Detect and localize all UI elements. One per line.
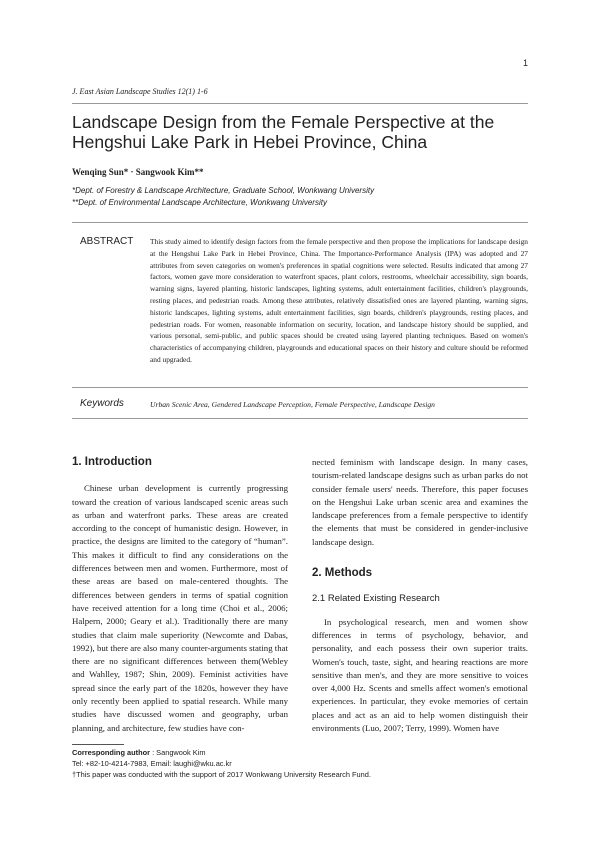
keywords-text: Urban Scenic Area, Gendered Landscape Perception, Female Perspective, Landscape Design: [150, 400, 435, 409]
introduction-continued: nected feminism with landscape design. In many cases, tourism-related landscape designs such as urban parks do not consider female users' needs. Therefore, this paper focuses on the Hengshui Lake urban scenic area and examines the landscape preferences from a female perspective to identify the elements that must be considered in gender-inclusive landscape design.: [312, 457, 528, 547]
left-column: [72, 456, 288, 735]
header-rule: [72, 103, 528, 104]
corresponding-author: [72, 748, 205, 757]
introduction-paragraph: Chinese urban development is currently progressing toward the creation of various landscaped scenic areas such as urban and waterfront parks. These areas are created according to the concept of humanistic design. However, in practice, the designs are limited to the category of “human”. This makes it difficult to find any considerations on the differences between men and women. Furthermore, most of these areas are based on male-centered thoughts. The differences between genders in terms of spatial cognition have received attention for a long time (Choi et al., 2006; Halpern, 2000; Geary et al.). Traditionally there are many studies that claim male superiority (Newcomte and Dabas, 1992), but there are also many counter-arguments stating that there are no significant differences between them(Webley and Wahlley, 1987; Shin, 2009). Feminist activities have spread since the early part of the 1820s, however they have only recently been applied to spatial research. While many studies have discussed women and geography, urban planning, and architecture, few studies have con-: [72, 483, 288, 733]
page-number: 1: [522, 58, 528, 68]
affiliation-1: *Dept. of Forestry & Landscape Architecture, Graduate School, Wonkwang University: [72, 186, 375, 195]
paper-title: Landscape Design from the Female Perspective at the Hengshui Lake Park in Hebei Province, China: [72, 112, 495, 152]
abstract-label: ABSTRACT: [80, 236, 134, 247]
corresponding-label: Corresponding author: [72, 748, 151, 757]
funding-note: †This paper was conducted with the support of 2017 Wonkwang University Research Fund.: [72, 770, 371, 779]
right-column: [312, 456, 528, 735]
keywords-bottom-rule: [72, 418, 528, 419]
abstract-top-rule: [72, 222, 528, 223]
section-heading-methods: 2. Methods: [312, 567, 373, 580]
journal-citation: J. East Asian Landscape Studies 12(1) 1-6: [72, 87, 208, 96]
authors: Wenqing Sun* · Sangwook Kim**: [72, 167, 204, 177]
contact-info: Tel: +82-10-4214-7983, Email: laughi@wku.ac.kr: [72, 759, 232, 768]
abstract-text: This study aimed to identify design factors from the female perspective and then propose the implications for landscape design at the Hengshui Lake Park in Hebei Province, China. The Importance-Performance Analysis (IPA) was adopted and 27 attributes from seven categories on women's preferences in spatial cognitions were selected. Results indicated that among 27 factors, women gave more consideration to waterfront spaces, plant colors, restrooms, wheelchair accessibility, sign boards, warning signs, layered planting, historic landscapes, lighting systems, adult entertainment facilities, children's playgrounds, resting places, and pedestrian roads. Among these attributes, relatively dissatisfied ones are layered planting, warning signs, historic landscapes, lighting systems, adult entertainment facilities, sign boards, children's playgrounds, resting places, and pedestrian roads. For women, reasonable information on security, location, and landscape history should be supplied, and various personal, semi-public, and public spaces should be created using layered planting techniques. Based on women's characteristics of accompanying children, playgrounds and educational spaces on their history and culture should be reformed and upgraded.: [150, 237, 528, 364]
footnote-rule: [72, 744, 124, 745]
section-heading-introduction: 1. Introduction: [72, 456, 152, 468]
keywords-top-rule: [72, 387, 528, 388]
corresponding-name: : Sangwook Kim: [150, 748, 206, 757]
methods-paragraph: In psychological research, men and women show differences in terms of psychology, behavior, and personality, and each possess their own superior traits. Women's touch, taste, sight, and hearing reactions are more sensitive than men's, and they are more sensitive to voices over 4,000 Hz. Scents and smells affect women's emotional experiences. In particular, they evoke memories of certain places and act as an aid to help women distinguish their environments (Luo, 2007; Terry, 1999). Women have: [312, 616, 528, 734]
affiliation-2: **Dept. of Environmental Landscape Architecture, Wonkwang University: [72, 198, 327, 207]
keywords-label: Keywords: [80, 398, 124, 409]
subsection-heading-related-research: 2.1 Related Existing Research: [312, 593, 440, 605]
